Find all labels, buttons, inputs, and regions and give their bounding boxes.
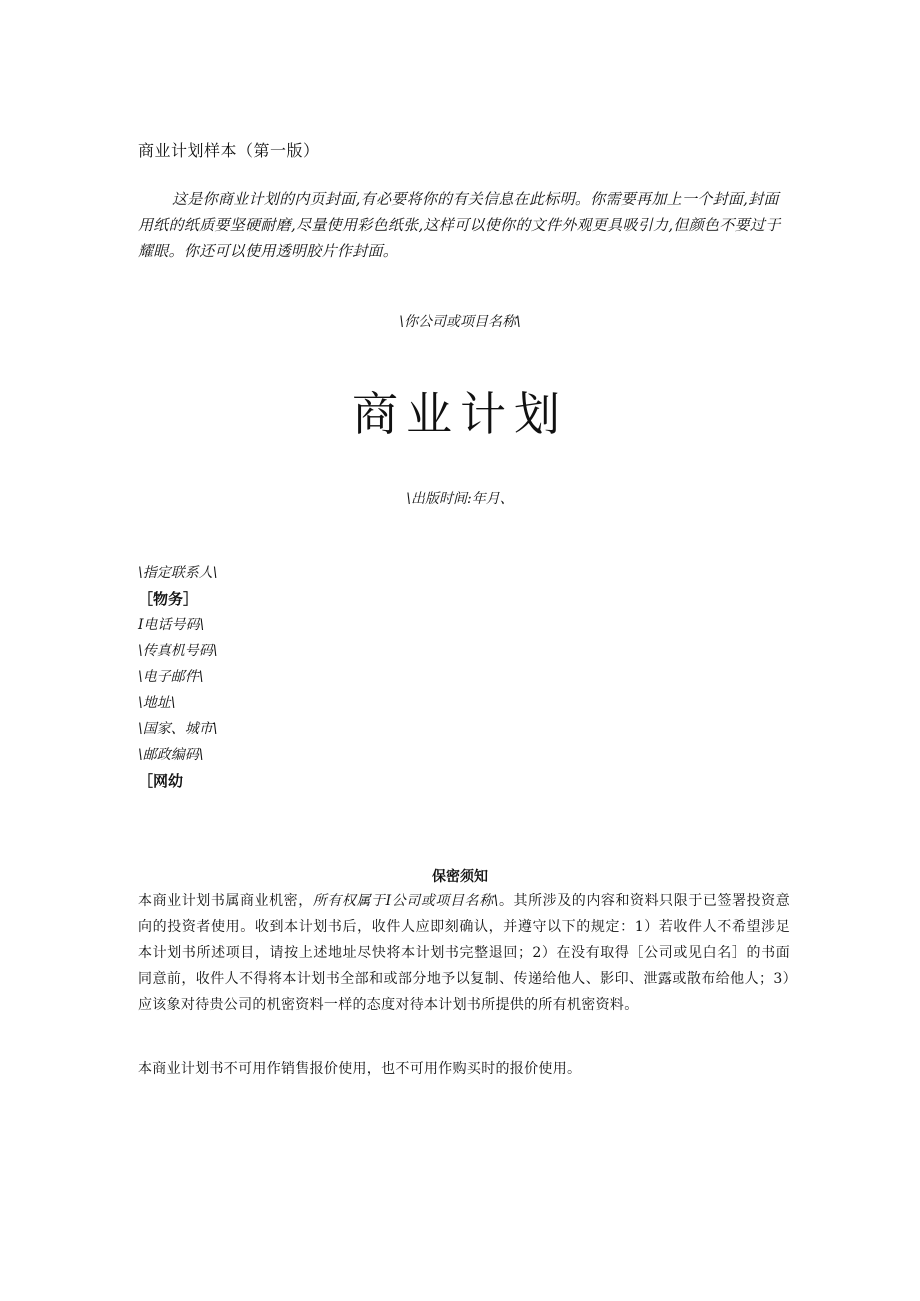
document-title: 商业计划样本（第一版）: [138, 141, 320, 160]
contact-country-city: \国家、城市\: [138, 721, 218, 737]
contact-postal-code: \邮政编码\: [138, 747, 204, 763]
contact-position: ［物务］: [138, 590, 199, 608]
contact-email: \电子邮件\: [138, 669, 204, 685]
company-name-placeholder: \你公司或项目名称\: [399, 314, 521, 330]
confidentiality-owner: 所有权属于I公司或项目名称\: [312, 893, 499, 909]
confidentiality-body-start: 本商业计划书属商业机密，: [138, 893, 313, 909]
publish-date: \出版时间:年月、: [406, 491, 514, 507]
contact-address: \地址\: [138, 695, 176, 711]
main-title: 商业计划: [352, 387, 568, 441]
contact-fax: \传真机号码\: [138, 643, 218, 659]
contact-phone: I电话号码\: [138, 617, 205, 633]
intro-paragraph: 这是你商业计划的内页封面,有必要将你的有关信息在此标明。你需要再加上一个封面,封面用纸的纸质要坚硬耐磨,尽量使用彩色纸张,这样可以使你的文件外观更具吸引力,但颜色不要过于耀眼。你还可以使用透明胶片作封面。: [138, 190, 781, 260]
contact-website: ［网幼: [138, 772, 184, 790]
contact-list: [138, 560, 217, 794]
contact-person: \指定联系人\: [138, 565, 218, 581]
confidentiality-body-rest: 。其所涉及的内容和资料只限于已签署投资意向的投资者使用。收到本计划书后，收件人应即刻确认，并遵守以下的规定：1）若收件人不希望涉足本计划书所述项目，请按上述地址尽快将本计划书完整退回；2）在没有取得［公司或见白名］的书面同意前，收件人不得将本计划书全部和或部分地予以复制、传递给他人、影印、泄露或散布给他人；3）应该象对待贵公司的机密资料一样的态度对待本计划书所提供的所有机密资料。: [138, 893, 791, 1013]
usage-note: 本商业计划书不可用作销售报价使用，也不可用作购买时的报价使用。: [138, 1061, 582, 1077]
confidentiality-heading: 保密须知: [432, 869, 488, 885]
confidentiality-body: [138, 888, 790, 1018]
